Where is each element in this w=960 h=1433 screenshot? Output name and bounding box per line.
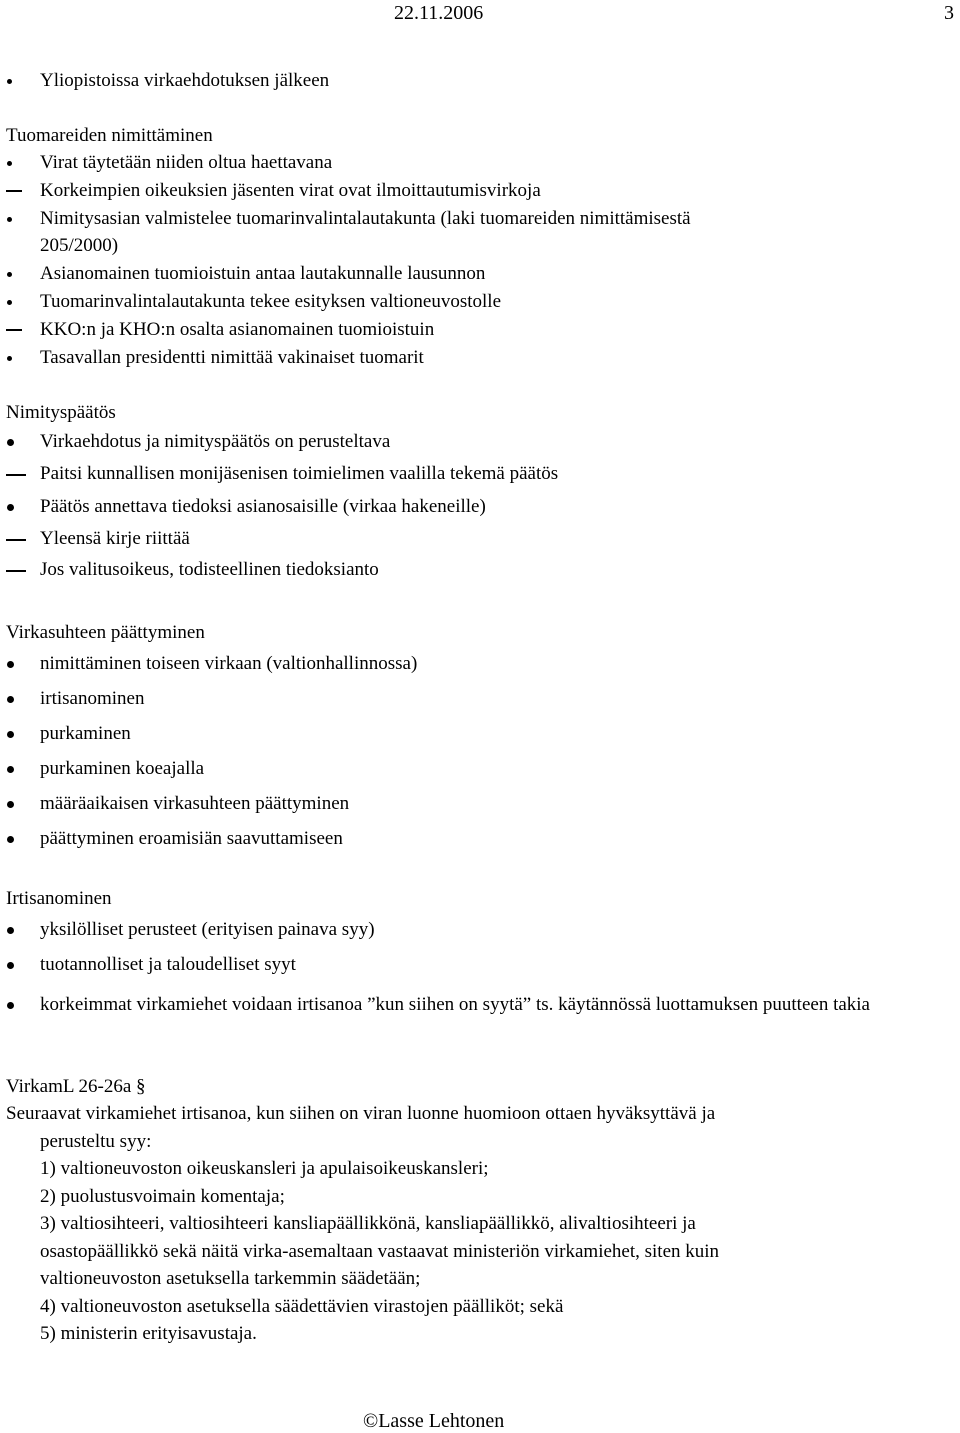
list-item-text: Virkaehdotus ja nimityspäätös on perusteltava <box>40 431 391 452</box>
law-text-line: 1) valtioneuvoston oikeuskansleri ja apulaisoikeuskansleri; <box>40 1158 489 1179</box>
bullet-icon <box>6 288 36 316</box>
law-text-line: 2) puolustusvoimain komentaja; <box>40 1185 285 1207</box>
list-item <box>6 288 950 316</box>
list-item-continuation <box>6 232 950 260</box>
bullet-icon <box>6 205 36 233</box>
list-item-text: purkaminen <box>40 723 131 744</box>
list-item <box>6 821 950 856</box>
bullet-icon <box>6 344 36 372</box>
bullet-icon <box>6 426 36 458</box>
list-item-text: määräaikaisen virkasuhteen päättyminen <box>40 793 350 814</box>
bullet-icon <box>6 260 36 288</box>
law-text-line: Seuraavat virkamiehet irtisanoa, kun siihen on viran luonne huomioon ottaen hyväksyttävä ja <box>6 1103 716 1124</box>
list-item-text: nimittäminen toiseen virkaan (valtionhallinnossa) <box>40 653 418 674</box>
section-heading: Nimityspäätös <box>6 402 116 423</box>
section-heading: Irtisanominen <box>6 888 112 909</box>
list-item <box>6 177 950 205</box>
dash-icon <box>6 177 36 205</box>
list-item <box>6 786 950 821</box>
list-item-text: 205/2000) <box>40 235 119 257</box>
list-item <box>6 912 950 947</box>
list-item-text: Virat täytetään niiden oltua haettavana <box>40 152 333 173</box>
bullet-icon <box>6 786 36 821</box>
page-header <box>0 2 960 26</box>
list-item-text: irtisanominen <box>40 688 145 709</box>
list-item <box>6 490 950 523</box>
list-item-text: Korkeimpien oikeuksien jäsenten virat ovat ilmoittautumisvirkoja <box>40 179 541 201</box>
section-law <box>6 1074 950 1348</box>
bullet-icon <box>6 67 36 95</box>
list-item-text: Yliopistoissa virkaehdotuksen jälkeen <box>40 70 330 91</box>
law-text-line: osastopäällikkö sekä näitä virka-asemaltaan vastaavat ministeriön virkamiehet, siten kuin <box>40 1240 720 1262</box>
list-item <box>6 67 950 95</box>
section-termination <box>6 620 950 856</box>
law-text-line: 5) ministerin erityisavustaja. <box>40 1323 257 1344</box>
bullet-icon <box>6 947 36 982</box>
bullet-icon <box>6 821 36 856</box>
list-item-text: Asianomainen tuomioistuin antaa lautakunnalle lausunnon <box>40 263 486 285</box>
list-item-text: Paitsi kunnallisen monijäsenisen toimielimen vaalilla tekemä päätös <box>40 463 559 484</box>
list-item <box>6 205 950 233</box>
intro-section <box>6 67 950 95</box>
list-item <box>6 982 950 1022</box>
list-item-text: Tuomarinvalintalautakunta tekee esityksen valtioneuvostolle <box>40 290 502 312</box>
list-item-text: Yleensä kirje riittää <box>40 528 190 549</box>
dash-icon <box>6 554 36 585</box>
list-item <box>6 149 950 177</box>
section-heading: Tuomareiden nimittäminen <box>6 125 213 146</box>
law-text-line: perusteltu syy: <box>40 1130 152 1152</box>
bullet-icon <box>6 490 36 523</box>
list-item-text: Nimitysasian valmistelee tuomarinvalintalautakunta (laki tuomareiden nimittämisestä <box>40 207 691 229</box>
list-item <box>6 646 950 681</box>
section-decision <box>6 400 950 585</box>
bullet-icon <box>6 646 36 681</box>
list-item-text: korkeimmat virkamiehet voidaan irtisanoa ”kun siihen on syytä” ts. käytännössä luottamuksen puutteen takia <box>40 994 870 1015</box>
bullet-icon <box>6 716 36 751</box>
list-item-text: Tasavallan presidentti nimittää vakinaiset tuomarit <box>40 346 424 368</box>
list-item <box>6 554 950 585</box>
bullet-icon <box>6 681 36 716</box>
law-text-line: 4) valtioneuvoston asetuksella säädettävien virastojen päälliköt; sekä <box>40 1295 564 1317</box>
list-item <box>6 681 950 716</box>
bullet-icon <box>6 751 36 786</box>
dash-icon <box>6 316 36 344</box>
list-item-text: Päätös annettava tiedoksi asianosaisille (virkaa hakeneille) <box>40 496 486 517</box>
list-item-text: päättyminen eroamisiän saavuttamiseen <box>40 828 343 849</box>
list-item-text: purkaminen koeajalla <box>40 758 205 779</box>
law-text-line: 3) valtiosihteeri, valtiosihteeri kansliapäällikkönä, kansliapäällikkö, alivaltiosihteeri ja <box>40 1213 696 1234</box>
section-heading: VirkamL 26-26a § <box>6 1076 146 1097</box>
bullet-icon <box>6 987 36 1022</box>
list-item-text: tuotannolliset ja taloudelliset syyt <box>40 954 296 975</box>
list-item-text: yksilölliset perusteet (erityisen painava syy) <box>40 919 375 940</box>
bullet-icon <box>6 149 36 177</box>
section-heading: Virkasuhteen päättyminen <box>6 622 205 643</box>
list-item <box>6 751 950 786</box>
page-number: 3 <box>944 2 954 24</box>
section-appointment <box>6 123 950 371</box>
page-date: 22.11.2006 <box>394 2 484 24</box>
law-text-line: valtioneuvoston asetuksella tarkemmin säädetään; <box>40 1268 421 1289</box>
list-item <box>6 426 950 458</box>
list-item <box>6 458 950 490</box>
list-item <box>6 523 950 554</box>
section-dismissal <box>6 886 950 1022</box>
list-item-text: KKO:n ja KHO:n osalta asianomainen tuomioistuin <box>40 318 435 340</box>
list-item <box>6 716 950 751</box>
dash-icon <box>6 458 36 490</box>
list-item <box>6 344 950 372</box>
footer-author: ©Lasse Lehtonen <box>363 1410 505 1432</box>
list-item <box>6 947 950 982</box>
dash-icon <box>6 523 36 554</box>
list-item <box>6 316 950 344</box>
bullet-icon <box>6 912 36 947</box>
list-item <box>6 260 950 288</box>
list-item-text: Jos valitusoikeus, todisteellinen tiedoksianto <box>40 559 379 580</box>
